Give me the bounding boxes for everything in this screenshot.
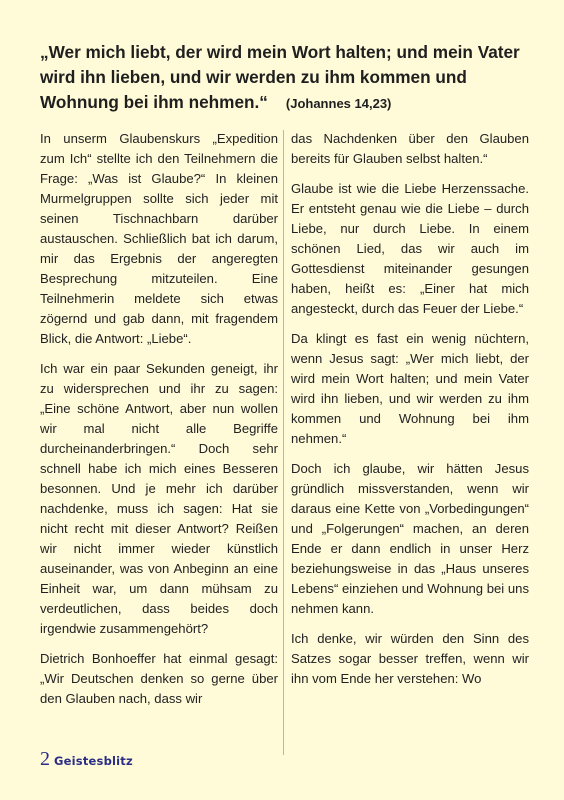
page-number: 2 <box>40 748 50 770</box>
paragraph: Glaube ist wie die Liebe Herzenssache. Er entsteht genau wie die Liebe – durch Liebe, nur durch Liebe. In einem schönen Lied, das wir auch im Gottesdienst miteinander gesungen haben, heißt es: „Einer hat mich angesteckt, durch das Feuer der Liebe.“ <box>291 181 529 316</box>
paragraph: Doch ich glaube, wir hätten Jesus gründlich missverstanden, wenn wir daraus eine Kette von „Vorbedingungen“ und „Folgerungen“ machen, an deren Ende er dann endlich in unser Herz beziehungsweise in das „Haus unseres Lebens“ einziehen und Wohnung bei uns nehmen kann. <box>291 461 529 616</box>
paragraph: Ich denke, wir würden den Sinn des Satzes sogar besser treffen, wenn wir ihn vom Ende her verstehen: Wo <box>291 631 529 686</box>
paragraph: Da klingt es fast ein wenig nüchtern, wenn Jesus sagt: „Wer mich liebt, der wird mein Wort halten; und mein Vater wird ihn lieben, und wir werden zu ihm kommen und Wohnung bei ihm nehmen.“ <box>291 331 529 446</box>
brand-name: Geistesblitz <box>54 754 133 768</box>
page-footer <box>40 748 133 770</box>
headline-quote <box>40 40 532 116</box>
paragraph: Dietrich Bonhoeffer hat einmal gesagt: „Wir Deutschen denken so gerne über den Glauben nach, dass wir <box>40 651 278 706</box>
quote-text: „Wer mich liebt, der wird mein Wort halten; und mein Vater wird ihn lieben, und wir werden zu ihm kommen und Wohnung bei ihm nehmen.“ <box>40 42 520 112</box>
bible-reference: (Johannes 14,23) <box>285 96 392 111</box>
paragraph: Ich war ein paar Sekunden geneigt, ihr zu widersprechen und ihr zu sagen: „Eine schöne Antwort, aber nun wollen wir mal nicht alle Begriffe durcheinanderbringen.“ Doch sehr schnell habe ich mich eines Besseren besonnen. Und je mehr ich darüber nachdenke, muss ich sagen: Hat sie nicht recht mit dieser Antwort? Reißen wir nicht immer wieder künstlich auseinander, was von Anbeginn an eine Einheit war, um dann mühsam zu verdeutlichen, dass beides doch irgendwie zusammengehört? <box>40 361 278 636</box>
paragraph: In unserm Glaubenskurs „Expedition zum Ich“ stellte ich den Teilnehmern die Frage: „Was ist Glaube?“ In kleinen Murmelgruppen sollte sich jeder mit seinen Tischnachbarn darüber austauschen. Schließlich bat ich darum, mir das Ergebnis der angeregten Besprechung mitzuteilen. Eine Teilnehmerin meldete sich etwas zögernd und gab dann, mit fragendem Blick, die Antwort: „Liebe“. <box>40 131 278 346</box>
paragraph: das Nachdenken über den Glauben bereits für Glauben selbst halten.“ <box>291 131 529 166</box>
right-column <box>291 129 529 699</box>
left-column <box>40 129 278 719</box>
column-divider <box>283 130 284 755</box>
